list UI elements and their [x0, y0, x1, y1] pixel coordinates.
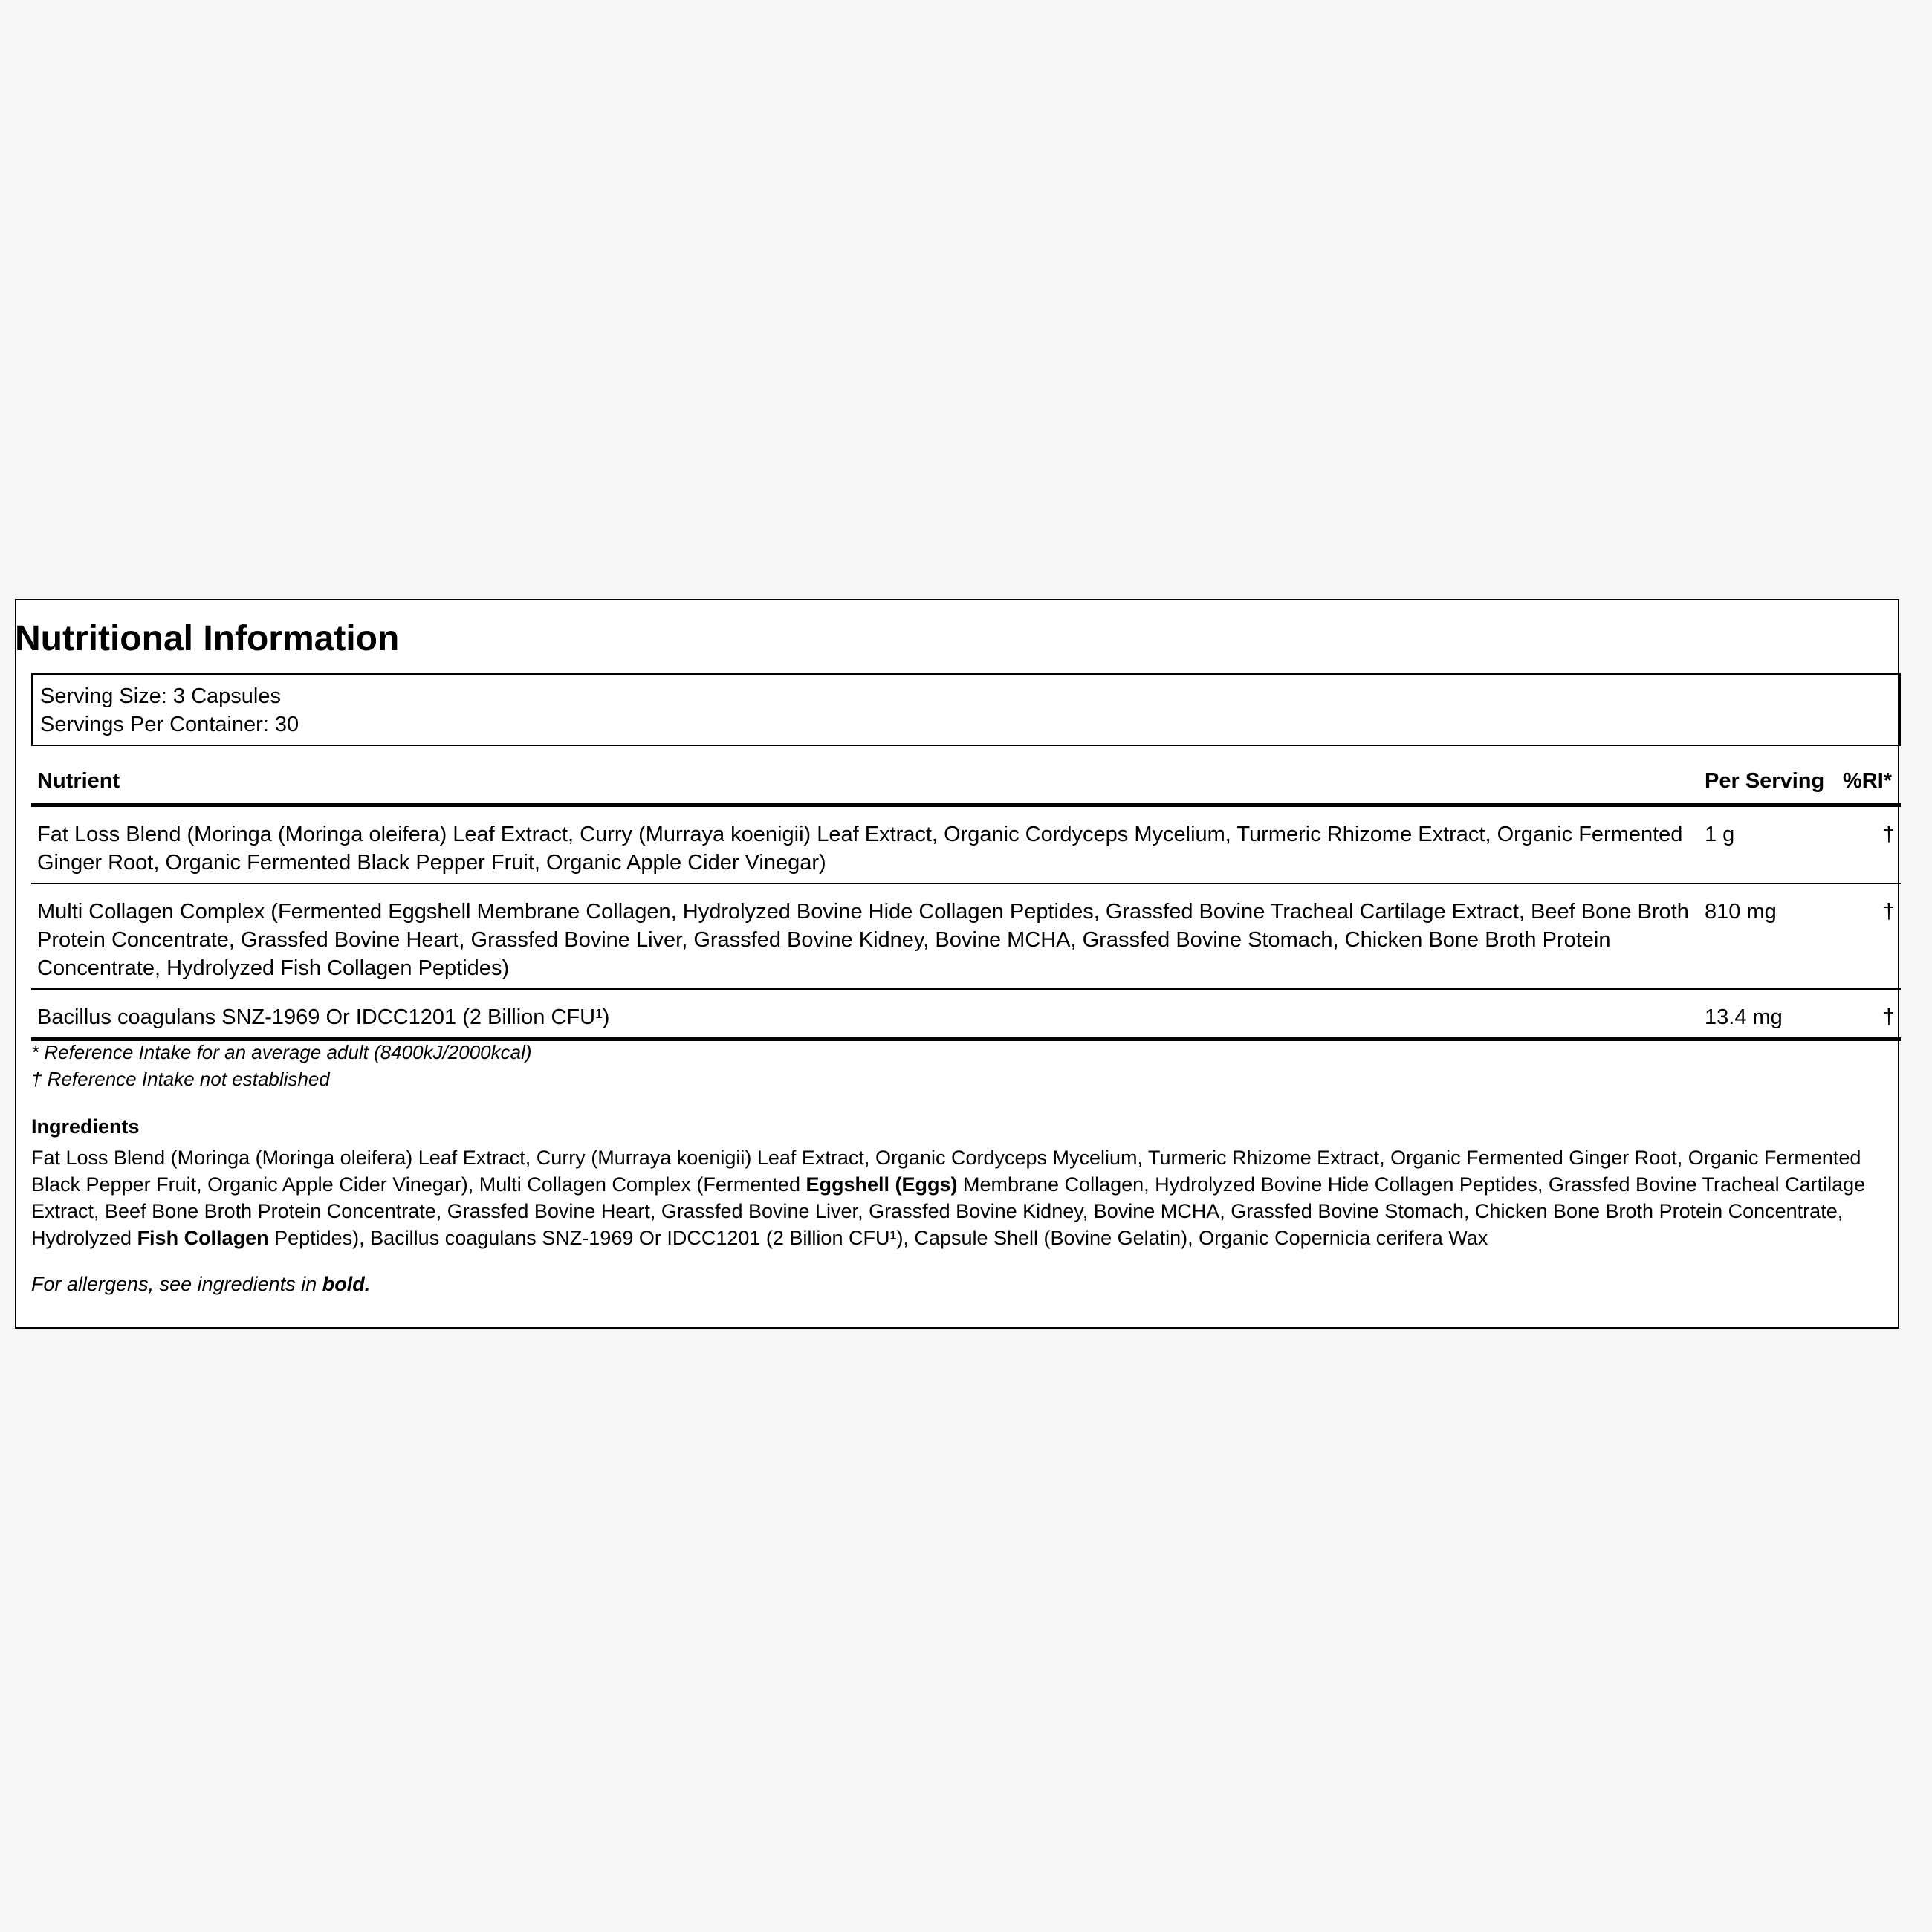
header-ri: %RI*: [1837, 759, 1901, 805]
serving-size: Serving Size: 3 Capsules: [40, 684, 281, 708]
allergen-eggs: Eggshell (Eggs): [805, 1173, 958, 1196]
allergen-fish: Fish Collagen: [137, 1227, 269, 1249]
footnote-ri: * Reference Intake for an average adult (8400kJ/2000kcal): [31, 1041, 532, 1063]
ingredients-part: Peptides), Bacillus coagulans SNZ-1969 Or IDCC1201 (2 Billion CFU¹), Capsule Shell (Bovine Gelatin), Organic Copernicia cerifera Wax: [268, 1227, 1488, 1249]
nutrient-amount: 1 g: [1699, 805, 1837, 884]
nutrient-name: Multi Collagen Complex (Fermented Eggshell Membrane Collagen, Hydrolyzed Bovine Hide Collagen Peptides, Grassfed Bovine Tracheal Cartilage Extract, Beef Bone Broth Protein Concentrate, Grassfed Bovine Heart, Grassfed Bovine Liver, Grassfed Bovine Kidney, Bovine MCHA, Grassfed Bovine Stomach, Chicken Bone Broth Protein Concentrate, Hydrolyzed Fish Collagen Peptides): [31, 884, 1699, 989]
nutrient-name: Bacillus coagulans SNZ-1969 Or IDCC1201 (2 Billion CFU¹): [31, 989, 1699, 1040]
ingredients-text: [31, 1144, 1874, 1251]
nutrient-ri: †: [1837, 805, 1901, 884]
header-nutrient: Nutrient: [31, 759, 1699, 805]
nutrient-amount: 810 mg: [1699, 884, 1837, 989]
table-row: [31, 884, 1901, 989]
table-header-row: [31, 759, 1901, 805]
footnote-dagger: † Reference Intake not established: [31, 1068, 330, 1090]
nutrient-amount: 13.4 mg: [1699, 989, 1837, 1040]
ingredients-part: Membrane Collagen, Hydrolyzed Bovine Hide Collagen Peptides, Grassfed Bovine Tracheal Cartilage Extract, Beef Bone Broth Protein Concentrate, Grassfed Bovine Heart, Grassfed Bovine Liver, Grassfed Bovine Kidney, Bovine MCHA, Grassfed Bovine Stomach, Chicken Bone Broth Protein Concentrate, Hydrolyzed: [31, 1173, 1866, 1249]
allergen-note: [31, 1271, 370, 1297]
nutrient-name: Fat Loss Blend (Moringa (Moringa oleifera) Leaf Extract, Curry (Murraya koenigii) Leaf Extract, Organic Cordyceps Mycelium, Turmeric Rhizome Extract, Organic Fermented Ginger Root, Organic Fermented Black Pepper Fruit, Organic Apple Cider Vinegar): [31, 805, 1699, 884]
servings-per-container: Servings Per Container: 30: [40, 713, 299, 736]
serving-info-box: [31, 673, 1901, 746]
nutrient-ri: †: [1837, 884, 1901, 989]
nutrient-ri: †: [1837, 989, 1901, 1040]
nutrient-table: [31, 759, 1901, 1041]
header-per-serving: Per Serving: [1699, 759, 1837, 805]
table-row: [31, 989, 1901, 1040]
table-row: [31, 805, 1901, 884]
allergen-note-text: For allergens, see ingredients in: [31, 1273, 322, 1295]
ingredients-heading: Ingredients: [31, 1115, 140, 1138]
footnotes: [31, 1039, 532, 1092]
ingredients-part: Fat Loss Blend (Moringa (Moringa oleifera) Leaf Extract, Curry (Murraya koenigii) Leaf Extract, Organic Cordyceps Mycelium, Turmeric Rhizome Extract, Organic Fermented Ginger Root, Organic Fermented Black Pepper Fruit, Organic Apple Cider Vinegar), Multi Collagen Complex (Fermented: [31, 1147, 1861, 1196]
allergen-note-bold: bold.: [322, 1273, 371, 1295]
page-title: Nutritional Information: [15, 619, 400, 658]
